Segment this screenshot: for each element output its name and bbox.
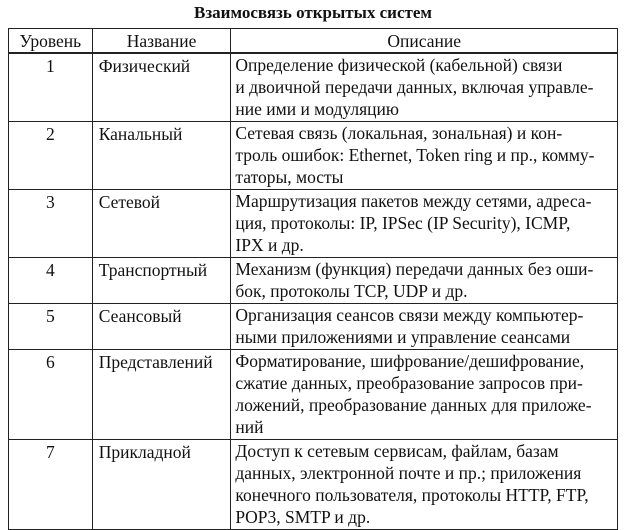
cell-name: Представлений <box>92 350 231 440</box>
table-row <box>9 190 618 258</box>
description-line: Маршрутизация пакетов между сетями, адреса- <box>235 191 592 211</box>
cell-name: Сеансовый <box>92 304 231 350</box>
cell-description <box>231 53 618 122</box>
description-line: Определение физической (кабельной) связи <box>235 55 563 75</box>
description-line: Сетевая связь (локальная, зональная) и кон- <box>235 123 563 143</box>
header-level: Уровень <box>9 29 93 54</box>
cell-level: 4 <box>9 258 93 304</box>
cell-name: Канальный <box>92 122 231 190</box>
description-line: ние ими и модуляцию <box>235 99 399 119</box>
description-line: ными приложениями и управление сеансами <box>235 327 571 347</box>
cell-name: Прикладной <box>92 440 231 530</box>
table-row <box>9 122 618 190</box>
description-line: сжатие данных, преобразование запросов при- <box>235 373 583 393</box>
cell-description <box>231 258 618 304</box>
cell-description <box>231 190 618 258</box>
description-line: IPX и др. <box>235 235 304 255</box>
header-name: Название <box>92 29 231 54</box>
table-row <box>9 350 618 440</box>
description-line: Форматирование, шифрование/дешифрование, <box>235 351 585 371</box>
description-line: и двоичной передачи данных, включая управле- <box>235 77 594 97</box>
table-row <box>9 440 618 530</box>
table-row <box>9 304 618 350</box>
description-line: Доступ к сетевым сервисам, файлам, базам <box>235 441 559 461</box>
description-line: троль ошибок: Ethernet, Token ring и пр., комму- <box>235 145 595 165</box>
cell-level: 1 <box>9 53 93 122</box>
osi-table <box>8 28 618 530</box>
header-row <box>9 29 618 54</box>
description-line: Организация сеансов связи между компьютер- <box>235 305 584 325</box>
description-line: ложений, преобразование данных для приложе- <box>235 395 592 415</box>
description-line: бок, протоколы TCP, UDP и др. <box>235 281 468 301</box>
description-line: данных, электронной почте и пр.; приложения <box>235 463 582 483</box>
cell-name: Физический <box>92 53 231 122</box>
description-line: конечного пользователя, протоколы HTTP, FTP, <box>235 485 589 505</box>
cell-level: 6 <box>9 350 93 440</box>
description-line: ция, протоколы: IP, IPSec (IP Security), ICMP, <box>235 213 571 233</box>
description-line: Механизм (функция) передачи данных без оши- <box>235 259 594 279</box>
cell-name: Сетевой <box>92 190 231 258</box>
description-line: ний <box>235 417 264 437</box>
cell-description <box>231 122 618 190</box>
table-title: Взаимосвязь открытых систем <box>194 3 432 22</box>
cell-description <box>231 304 618 350</box>
table-row <box>9 258 618 304</box>
description-line: таторы, мосты <box>235 167 344 187</box>
table-row <box>9 53 618 122</box>
cell-description <box>231 350 618 440</box>
cell-level: 2 <box>9 122 93 190</box>
cell-name: Транспортный <box>92 258 231 304</box>
cell-level: 3 <box>9 190 93 258</box>
cell-description <box>231 440 618 530</box>
cell-level: 5 <box>9 304 93 350</box>
cell-level: 7 <box>9 440 93 530</box>
description-line: POP3, SMTP и др. <box>235 507 371 527</box>
header-description: Описание <box>231 29 618 54</box>
